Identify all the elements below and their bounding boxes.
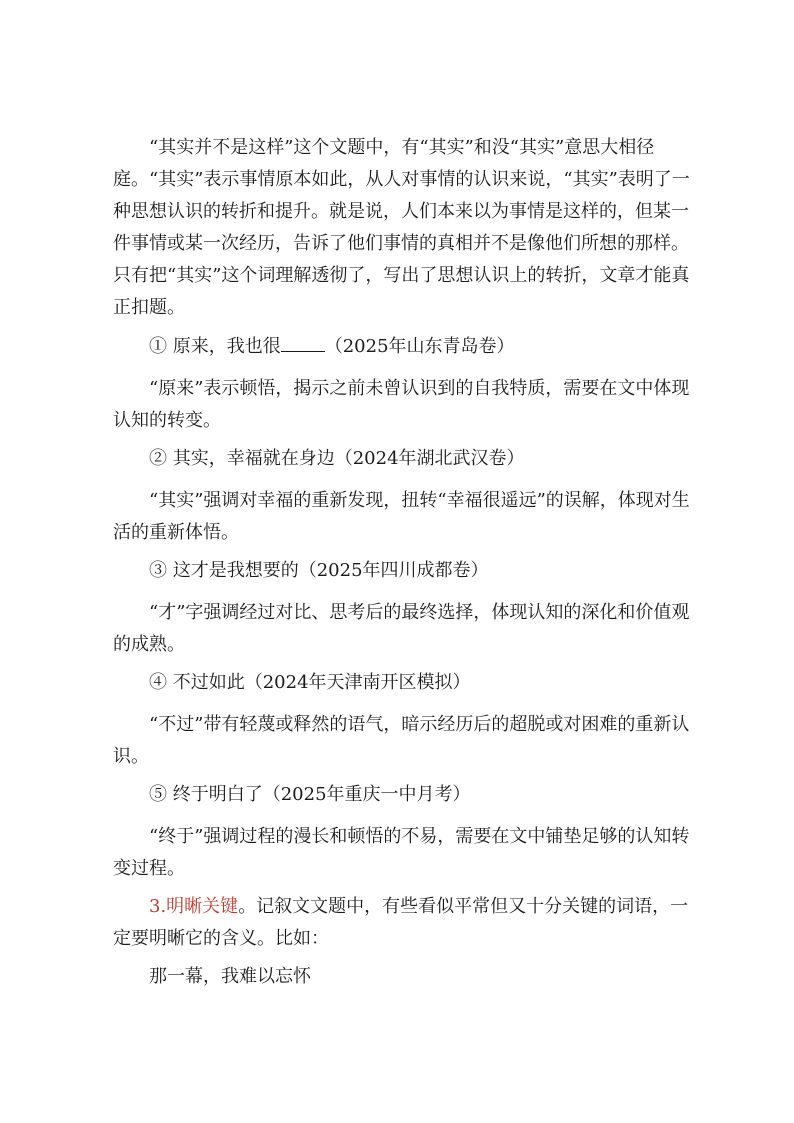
fill-blank (281, 333, 325, 352)
item-3-note: “才”字强调经过对比、思考后的最终选择，体现认知的深化和价值观的成熟。 (113, 602, 690, 655)
section-3 (113, 891, 693, 955)
example-title: 那一幕，我难以忘怀 (149, 966, 311, 987)
item-4: ④ 不过如此（2024年天津南开区模拟） (149, 672, 471, 693)
item-5-note: “终于”强调过程的漫长和顿悟的不易，需要在文中铺垫足够的认知转变过程。 (113, 826, 690, 879)
item-4-note: “不过”带有轻蔑或释然的语气，暗示经历后的超脱或对困难的重新认识。 (113, 714, 690, 767)
section-3-body: 。记叙文文题中，有些看似平常但又十分关键的词语，一定要明晰它的含义。比如： (113, 896, 689, 949)
item-1-note: “原来”表示顿悟，揭示之前未曾认识到的自我特质，需要在文中体现认知的转变。 (113, 378, 690, 431)
item-2: ② 其实，幸福就在身边（2024年湖北武汉卷） (149, 448, 525, 469)
item-1 (113, 331, 693, 363)
item-2-note: “其实”强调对幸福的重新发现，扭转“幸福很遥远”的误解，体现对生活的重新体悟。 (113, 490, 690, 543)
item-3: ③ 这才是我想要的（2025年四川成都卷） (149, 560, 489, 581)
item-5: ⑤ 终于明白了（2025年重庆一中月考） (149, 784, 471, 805)
item-1-source: （2025年山东青岛卷） (324, 336, 515, 357)
item-1-lead: ① 原来，我也很 (149, 336, 281, 357)
intro-paragraph: “其实并不是这样”这个文题中，有“其实”和没“其实”意思大相径庭。“其实”表示事情原本如此，从人对事情的认识来说，“其实”表明了一种思想认识的转折和提升。就是说，人们本来以为事情是这样的，但某一件事情或某一次经历，告诉了他们事情的真相并不是像他们所想的那样。只有把“其实”这个词理解透彻了，写出了思想认识上的转折，文章才能真正扣题。 (113, 137, 690, 318)
section-3-heading: 3.明晰关键 (149, 896, 239, 917)
